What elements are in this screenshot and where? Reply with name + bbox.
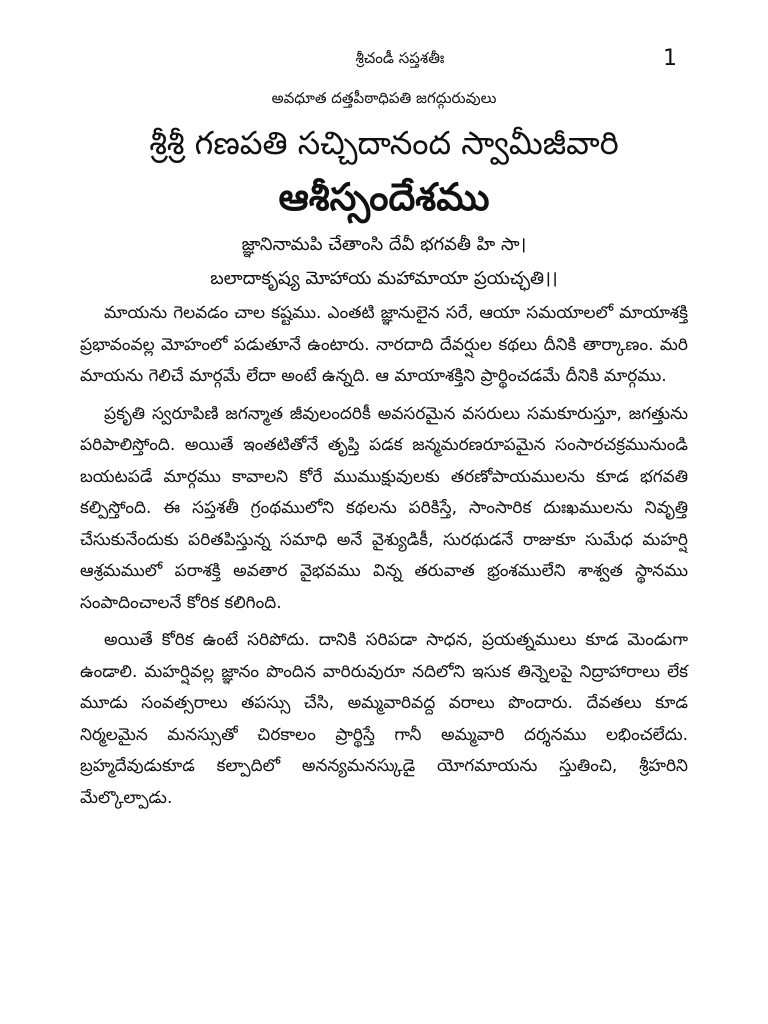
page-title: శ్రీశ్రీ గణపతి సచ్చిదానంద స్వామీజీవారి [149,124,619,162]
page-number: 1 [663,46,677,71]
paragraph-3: అయితే కోరిక ఉంటే సరిపోదు. దానికి సరిపడా సాధన, ప్రయత్నములు కూడ మెండుగా ఉండాలి. మహర్షివల్ల జ్ఞానం పొందిన వారిరువురూ నదిలోని ఇసుక తిన్నెలపై నిద్రాహారాలు లేక మూడు సంవత్సరాలు తపస్సు చేసి, అమ్మవారివద్ద వరాలు పొందారు. దేవతలు కూడ నిర్మలమైన మనస్సుతో చిరకాలం ప్రార్థిస్తే గానీ అమ్మవారి దర్శనము లభించలేదు. బ్రహ్మదేవుడుకూడ కల్పాదిలో అనన్యమనస్కుడై యోగమాయను స్తుతించి, శ్రీహరిని మేల్కొల్పాడు. [80,630,688,808]
preamble-line: అవధూత దత్తపీఠాధిపతి జగద్గురువులు [271,89,497,107]
page-subtitle: ఆశీస్సందేశము [278,175,490,219]
verse-block [80,228,688,296]
verse-line-1: జ్ఞానినామపి చేతాంసి దేవీ భగవతీ హి సా। [241,234,527,255]
paragraph-2: ప్రకృతి స్వరూపిణి జగన్మాత జీవులందరికీ అవసరమైన వసరులు సమకూరుస్తూ, జగత్తును పరిపాలిస్తోంది. అయితే ఇంతటితోనే తృప్తి పడక జన్మమరణరూపమైన సంసారచక్రమునుండి బయటపడే మార్గము కావాలని కోరే ముముక్షువులకు తరణోపాయములను కూడ భగవతి కల్పిస్తోంది. ఈ సప్తశతీ గ్రంథములోని కథలను పరికిస్తే, సాంసారిక దుఃఖములను నివృత్తి చేసుకునేందుకు పరితపిస్తున్న సమాధి అనే వైశ్యుడికీ, సురథుడనే రాజుకూ సుమేధ మహర్షి ఆశ్రమములో పరాశక్తి అవతార వైభవము విన్న తరువాత భ్రంశములేని శాశ్వత స్థానము సంపాదించాలనే కోరిక కలిగింది. [80,403,688,613]
verse-line-2: బలాదాకృష్య మోహాయ మహామాయా ప్రయచ్ఛతి।। [210,268,558,289]
running-header [0,40,768,80]
paragraph-1: మాయను గెలవడం చాల కష్టము. ఎంతటి జ్ఞానులైన సరే, ఆయా సమయాలలో మాయాశక్తి ప్రభావంవల్ల మోహంలో పడుతూనే ఉంటారు. నారదాది దేవర్షుల కథలు దీనికి తార్కాణం. మరి మాయను గెలిచే మార్గమే లేదా అంటే ఉన్నది. ఆ మాయాశక్తిని ప్రార్థించడమే దీనికి మార్గము. [80,303,688,386]
running-title: శ్రీచండీ సప్తశతీః [355,49,445,67]
body-text [80,298,688,820]
